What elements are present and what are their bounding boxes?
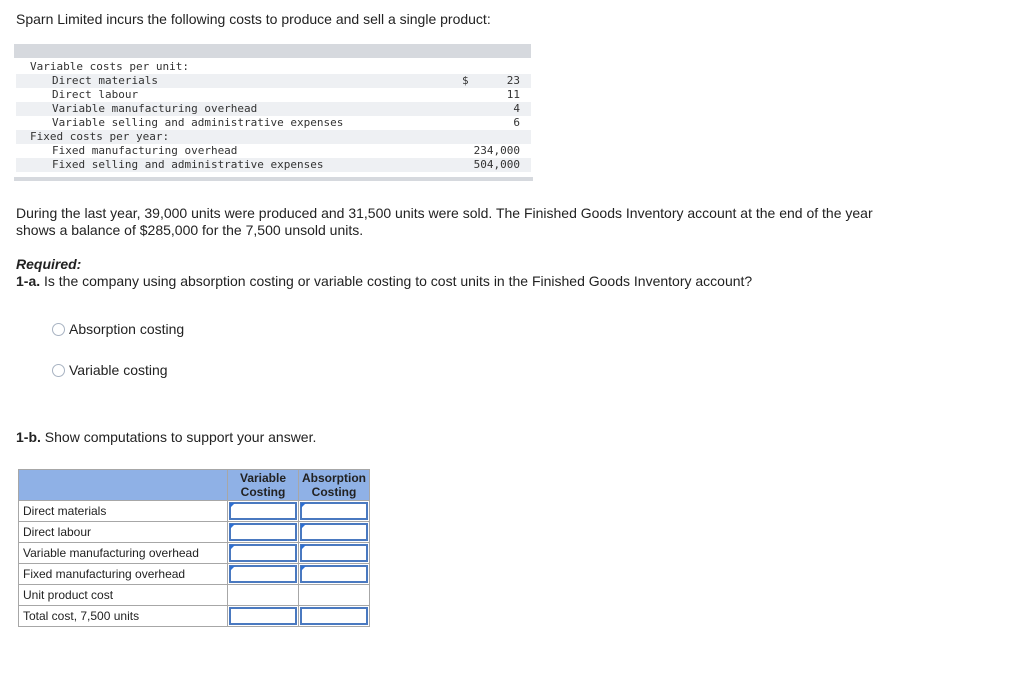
variable-direct-labour-input[interactable] [229, 523, 297, 541]
question-1b [16, 429, 316, 445]
cost-row [16, 158, 531, 172]
variable-costing-cell[interactable] [228, 606, 299, 627]
header-absorption-costing: Absorption Costing [299, 470, 370, 501]
cost-row-value: 4 [513, 102, 520, 115]
cost-row-value: 504,000 [473, 158, 520, 171]
radio-label[interactable]: Absorption costing [69, 321, 185, 337]
row-label: Fixed manufacturing overhead [19, 564, 228, 585]
input-marker-icon [301, 566, 306, 571]
variable-direct-materials-input[interactable] [229, 502, 297, 520]
cost-data-box [14, 44, 533, 184]
input-marker-icon [301, 503, 306, 508]
cost-row-label: Variable selling and administrative expenses [52, 116, 344, 129]
row-label: Direct labour [19, 522, 228, 543]
cost-row-value: 234,000 [473, 144, 520, 157]
absorption-direct-materials-input[interactable] [300, 502, 368, 520]
cost-row-value: 23 [506, 74, 520, 87]
input-marker-icon [230, 566, 235, 571]
question-1a-number: 1-a. [16, 273, 41, 289]
problem-intro: Sparn Limited incurs the following costs to produce and sell a single product: [16, 11, 491, 27]
absorption-costing-cell[interactable] [299, 585, 370, 606]
table-row [19, 564, 370, 585]
absorption-costing-cell[interactable] [299, 543, 370, 564]
cost-row [16, 88, 531, 102]
variable-total-cost-input[interactable] [229, 607, 297, 625]
cost-row-label: Direct materials [52, 74, 158, 87]
header-blank-cell [19, 470, 228, 501]
absorption-variable-overhead-input[interactable] [300, 544, 368, 562]
question-1a [16, 273, 752, 289]
radio-variable-costing[interactable] [52, 362, 168, 378]
table-header-row [19, 470, 370, 501]
absorption-costing-cell[interactable] [299, 522, 370, 543]
cost-row [16, 60, 531, 74]
input-marker-icon [301, 524, 306, 529]
row-label: Variable manufacturing overhead [19, 543, 228, 564]
problem-paragraph: During the last year, 39,000 units were produced and 31,500 units were sold. The Finished Goods Inventory account at the end of the year shows a balance of $285,000 for the 7,500 unsold units. [16, 205, 873, 238]
variable-fixed-overhead-input[interactable] [229, 565, 297, 583]
cost-row [16, 130, 531, 144]
header-variable-costing: Variable Costing [228, 470, 299, 501]
variable-unit-product-cost-output [229, 586, 297, 604]
table-row [19, 501, 370, 522]
row-label: Direct materials [19, 501, 228, 522]
variable-costing-cell[interactable] [228, 585, 299, 606]
absorption-total-cost-input[interactable] [300, 607, 368, 625]
absorption-direct-labour-input[interactable] [300, 523, 368, 541]
radio-label[interactable]: Variable costing [69, 362, 168, 378]
input-marker-icon [230, 545, 235, 550]
row-label: Unit product cost [19, 585, 228, 606]
radio-circle-icon[interactable] [52, 323, 65, 336]
cost-row-label: Direct labour [52, 88, 139, 101]
variable-costing-cell[interactable] [228, 522, 299, 543]
computation-table [18, 469, 370, 627]
table-row [19, 543, 370, 564]
input-marker-icon [301, 545, 306, 550]
cost-row-value: 11 [506, 88, 520, 101]
cost-row-label: Variable costs per unit: [30, 60, 189, 73]
cost-box-top-bar [14, 44, 531, 58]
table-row [19, 522, 370, 543]
question-1b-number: 1-b. [16, 429, 41, 445]
variable-costing-cell[interactable] [228, 543, 299, 564]
required-heading: Required: [16, 256, 82, 272]
absorption-costing-cell[interactable] [299, 564, 370, 585]
radio-absorption-costing[interactable] [52, 321, 184, 337]
cost-row-value: 6 [513, 116, 520, 129]
question-1b-text: Show computations to support your answer. [40, 429, 317, 445]
absorption-unit-product-cost-output [300, 586, 368, 604]
input-marker-icon [230, 503, 235, 508]
cost-row [16, 144, 531, 158]
table-row [19, 606, 370, 627]
cost-row-currency: $ [462, 74, 469, 87]
cost-row [16, 116, 531, 130]
question-1a-text: Is the company using absorption costing or variable costing to cost units in the Finished Goods Inventory account? [40, 273, 753, 289]
absorption-costing-cell[interactable] [299, 606, 370, 627]
input-marker-icon [230, 524, 235, 529]
variable-costing-cell[interactable] [228, 501, 299, 522]
absorption-costing-cell[interactable] [299, 501, 370, 522]
cost-row [16, 74, 531, 88]
cost-box-bottom-bar [14, 177, 533, 181]
absorption-fixed-overhead-input[interactable] [300, 565, 368, 583]
row-label: Total cost, 7,500 units [19, 606, 228, 627]
cost-row-label: Variable manufacturing overhead [52, 102, 258, 115]
variable-overhead-input[interactable] [229, 544, 297, 562]
cost-row [16, 102, 531, 116]
radio-circle-icon[interactable] [52, 364, 65, 377]
cost-row-label: Fixed costs per year: [30, 130, 170, 143]
cost-row-label: Fixed selling and administrative expenses [52, 158, 324, 171]
variable-costing-cell[interactable] [228, 564, 299, 585]
table-row [19, 585, 370, 606]
cost-row-label: Fixed manufacturing overhead [52, 144, 238, 157]
